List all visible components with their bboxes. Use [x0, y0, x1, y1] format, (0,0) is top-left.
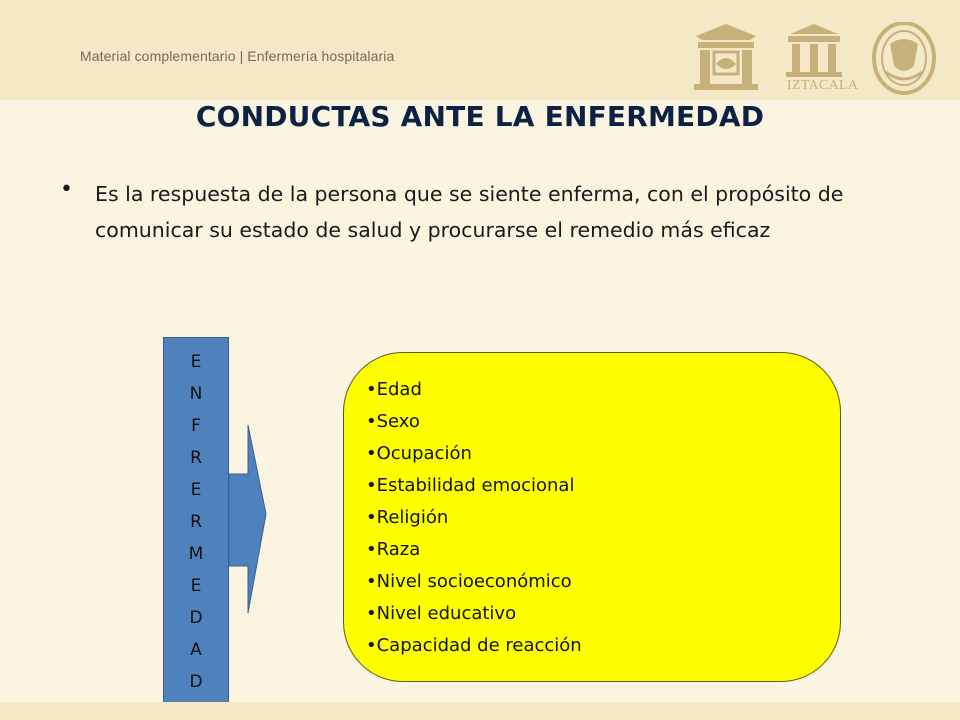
- vertical-letter: R: [190, 512, 202, 532]
- factor-item: •Raza: [366, 539, 421, 560]
- iztacala-logo-icon: [786, 24, 842, 77]
- enfermedad-vertical-box: [163, 337, 229, 703]
- iztacala-label: IZTACALA: [787, 78, 859, 93]
- vertical-letter: D: [189, 608, 203, 628]
- factors-list: [366, 374, 582, 662]
- vertical-letter: F: [191, 416, 201, 436]
- vertical-letter: N: [189, 384, 203, 404]
- vertical-letter: M: [188, 544, 204, 564]
- vertical-letter: R: [190, 448, 202, 468]
- footer-band: [0, 702, 960, 720]
- factor-item: •Capacidad de reacción: [366, 635, 582, 656]
- unam-seal-logo-icon: [874, 23, 934, 93]
- unam-building-logo-icon: [694, 24, 758, 90]
- vertical-letter: A: [190, 640, 202, 660]
- factor-item: •Nivel educativo: [366, 603, 517, 624]
- right-arrow-icon: [228, 424, 268, 614]
- factor-item: •Ocupación: [366, 443, 472, 464]
- vertical-letter: E: [190, 480, 202, 500]
- vertical-letter: D: [189, 672, 203, 692]
- factor-item: •Religión: [366, 507, 449, 528]
- vertical-letter: E: [190, 352, 202, 372]
- factor-item: •Nivel socioeconómico: [366, 571, 572, 592]
- factor-item: •Sexo: [366, 411, 420, 432]
- slide-title: CONDUCTAS ANTE LA ENFERMEDAD: [195, 100, 765, 133]
- vertical-letter: E: [190, 576, 202, 596]
- header-subtitle: Material complementario | Enfermería hospitalaria: [80, 48, 395, 64]
- bullet-text: Es la respuesta de la persona que se siente enferma, con el propósito de comunicar su estado de salud y procurarse el remedio más eficaz: [95, 182, 844, 242]
- bullet-marker: •: [60, 177, 73, 202]
- factor-item: •Edad: [366, 379, 422, 400]
- factor-item: •Estabilidad emocional: [366, 475, 575, 496]
